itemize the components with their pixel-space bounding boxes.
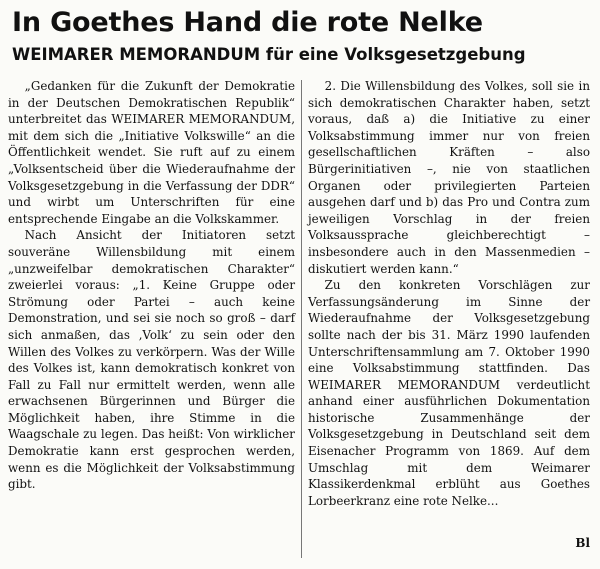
paragraph: 2. Die Willensbildung des Volkes, soll sie in sich demokratischen Charakter haben, setzt voraus, daß a) die Initiative zu einer Volksabstimmung immer nur von freien gesellschaftlichen Kräften – also Bürgerinitiativen –, nie von staatlichen Organen oder privilegierten Parteien ausgehen darf und b) das Pro und Contra zum jeweiligen Vorschlag in der freien Volksaussprache gleichberechtigt – insbesondere auch in den Massenmedien – diskutiert werden kann.“ <box>308 79 590 276</box>
paragraph: „Gedanken für die Zukunft der Demokratie in der Deutschen Demokratischen Republik“ unterbreitet das WEIMARER MEMORANDUM, mit dem sich die „Initiative Volkswille“ an die Öffentlichkeit wendet. Sie ruft auf zu einem „Volksentscheid über die Wiederaufnahme der Volksgesetzgebung in die Verfassung der DDR“ und wirbt um Unterschriften für eine entsprechende Eingabe an die Volkskammer. <box>8 79 295 226</box>
headline: In Goethes Hand die rote Nelke <box>12 7 483 38</box>
paragraph: Zu den konkreten Vorschlägen zur Verfassungsänderung im Sinne der Wiederaufnahme der Volksgesetzgebung sollte nach der bis 31. März 1990 laufenden Unterschriftensammlung am 7. Oktober 1990 eine Volksabstimmung stattfinden. Das WEIMARER MEMORANDUM verdeutlicht anhand einer ausführlichen Dokumentation historische Zusammenhänge der Volksgesetzgebung in Deutschland seit dem Eisenacher Programm von 1869. Auf dem Umschlag mit dem Weimarer Klassikerdenkmal erblüht aus Goethes Lorbeerkranz eine rote Nelke... <box>308 278 590 508</box>
article-column-left <box>8 78 295 493</box>
paragraph: Nach Ansicht der Initiatoren setzt souveräne Willensbildung mit einem „unzweifelbar demokratischen Charakter“ zweierlei voraus: „1. Keine Gruppe oder Strömung oder Partei – auch keine Demonstration, und sei sie noch so groß – darf sich anmaßen, das ‚Volk‘ zu sein oder den Willen des Volkes zu verkörpern. Was der Wille des Volkes ist, kann demokratisch konkret von Fall zu Fall nur ermittelt werden, wenn alle erwachsenen Bürgerinnen und Bürger die Möglichkeit haben, ihre Stimme in die Waagschale zu legen. Das heißt: Von wirklicher Demokratie kann erst gesprochen werden, wenn es die Möglichkeit der Volksabstimmung gibt. <box>8 228 295 492</box>
author-signature: Bl <box>575 536 590 550</box>
subheadline: WEIMARER MEMORANDUM für eine Volksgesetzgebung <box>12 45 526 64</box>
article-column-right <box>308 78 590 509</box>
column-divider <box>301 80 302 558</box>
